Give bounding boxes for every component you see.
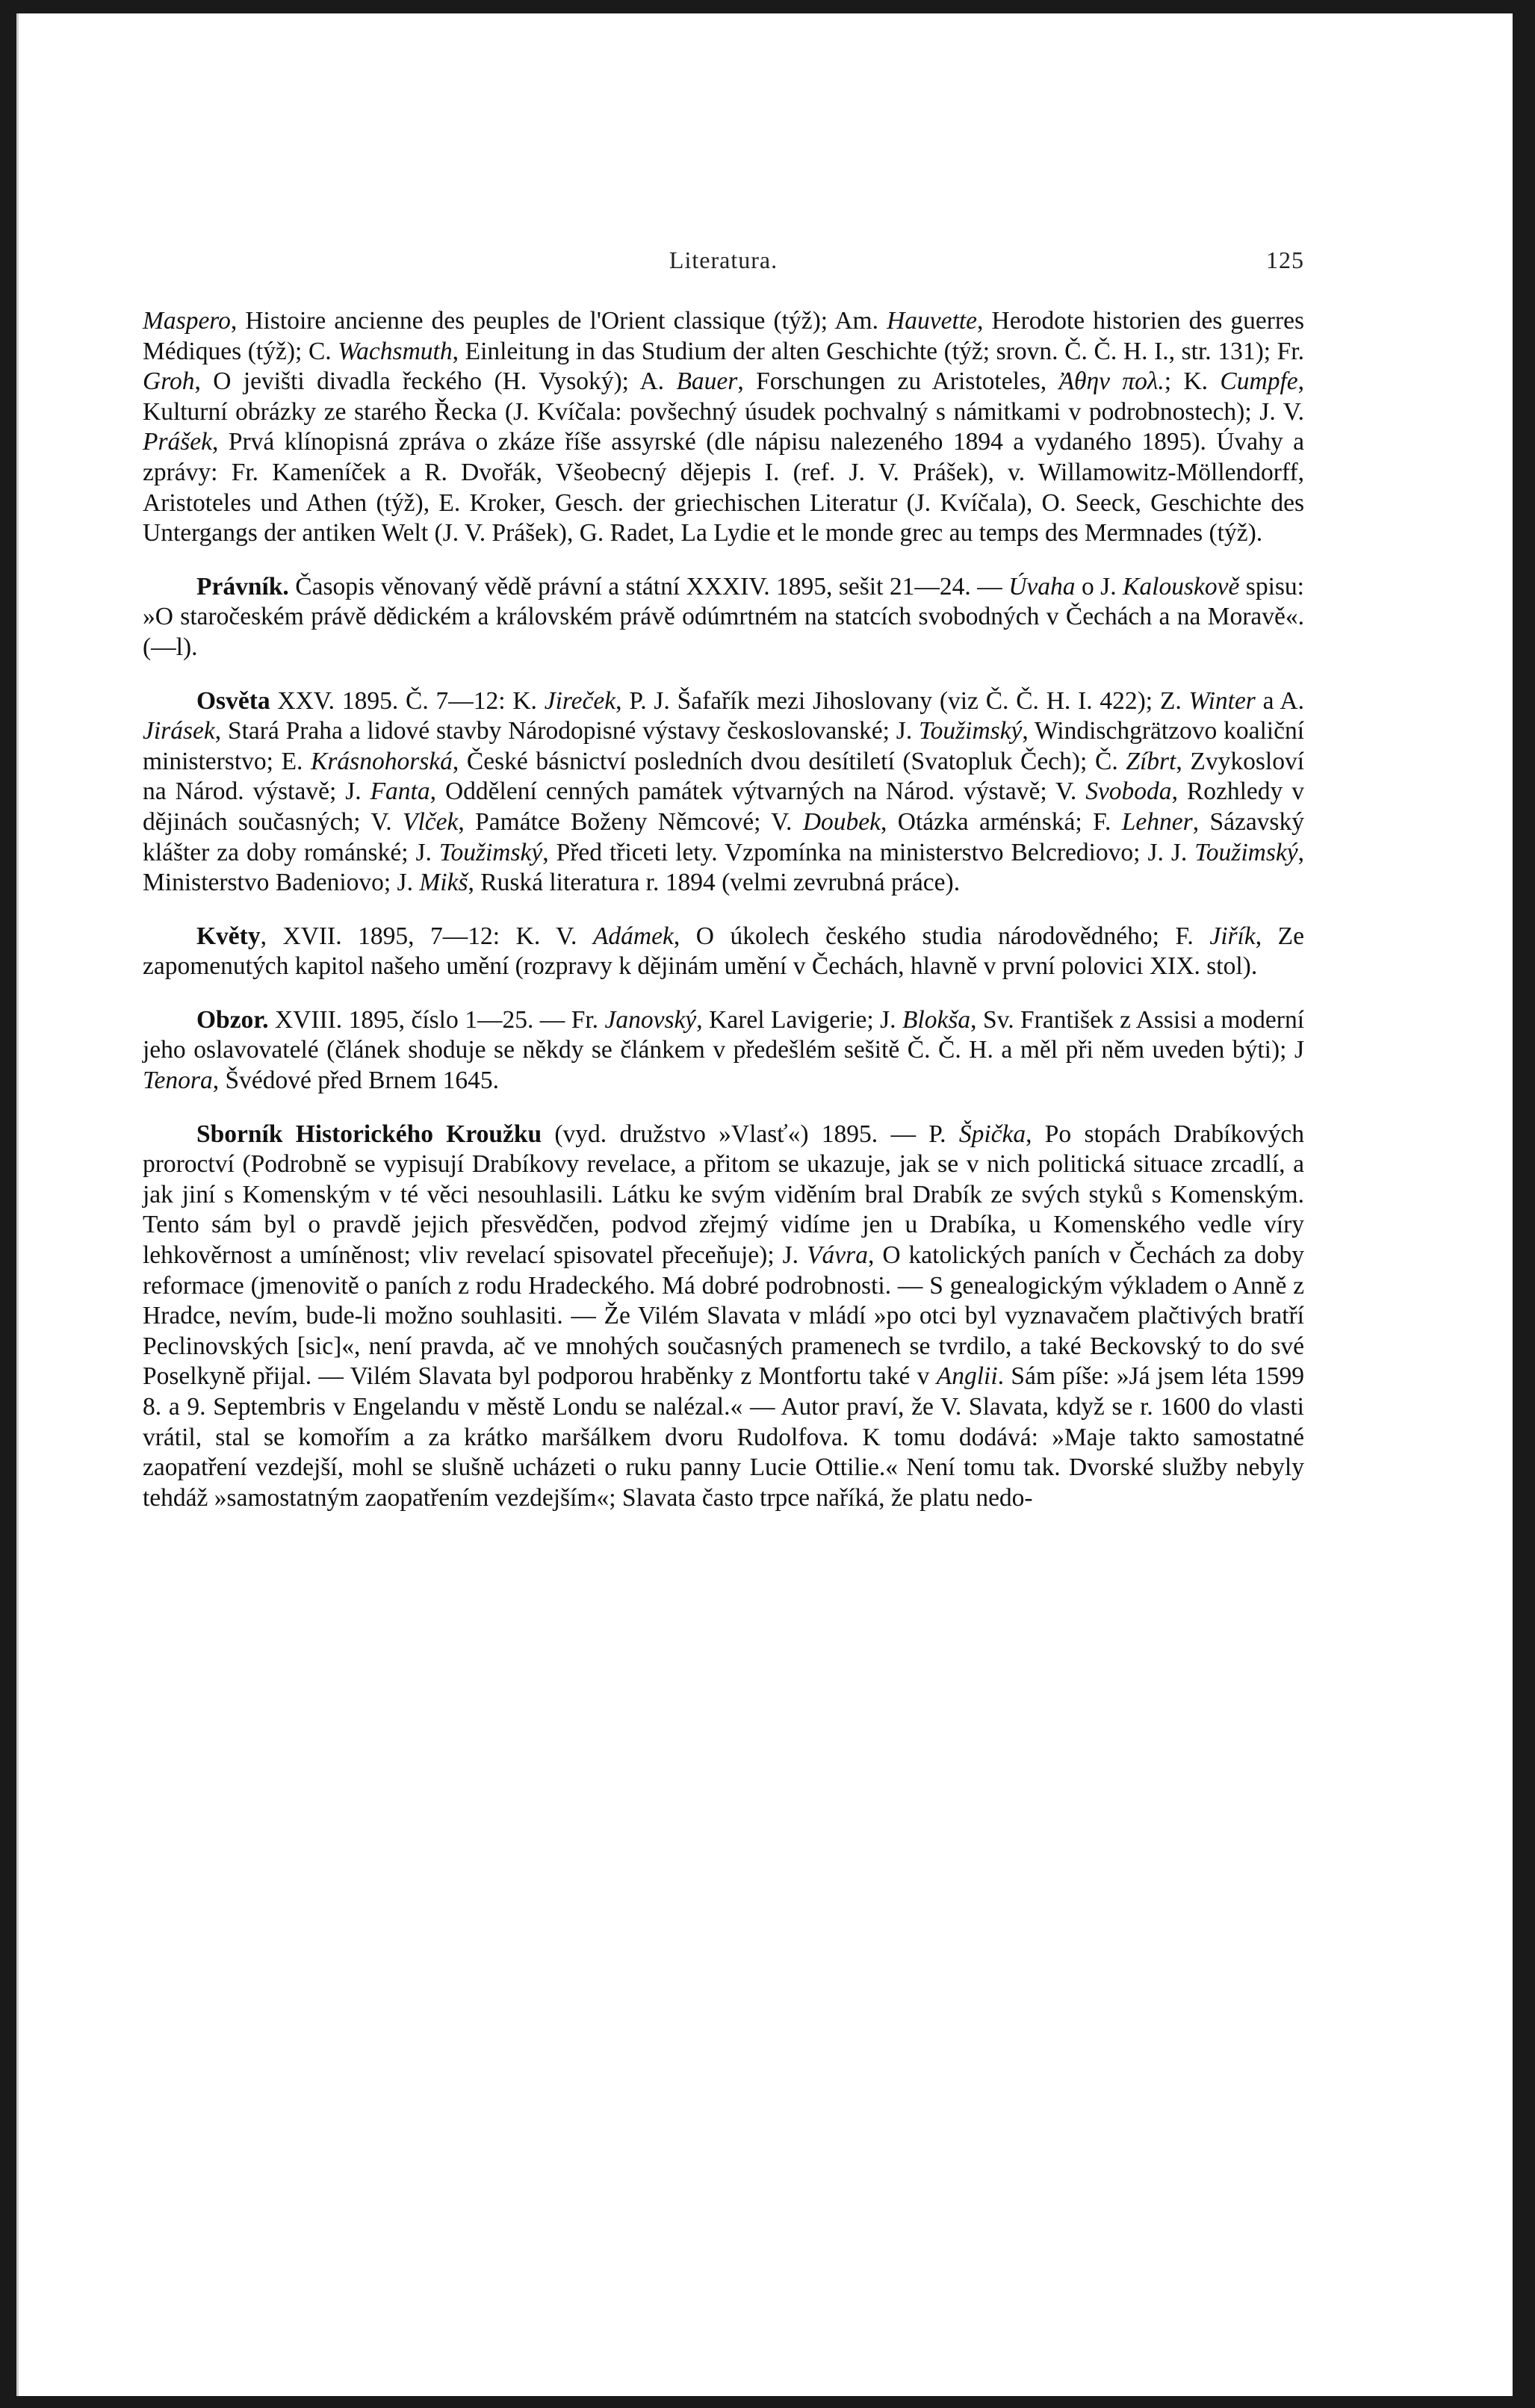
text-run: , Windischgrätzovo koaliční ministerstvo; E. bbox=[143, 717, 1304, 775]
text-run: o J. bbox=[1075, 572, 1123, 601]
paragraph-osveta bbox=[143, 686, 1304, 899]
journal-title: Obzor. bbox=[196, 1005, 269, 1034]
italic-name: Lehner bbox=[1121, 807, 1193, 836]
text-run: (vyd. družstvo »Vlasť«) 1895. — P. bbox=[542, 1120, 959, 1148]
italic-name: Vlček bbox=[403, 807, 459, 836]
italic-name: Toužimský bbox=[438, 838, 543, 866]
italic-name: Doubek bbox=[802, 807, 881, 836]
text-run: , Památce Boženy Němcové; V. bbox=[458, 807, 803, 836]
text-run: , Rozhledy v dějinách současných; V. bbox=[143, 778, 1304, 836]
italic-name: Špička bbox=[958, 1120, 1026, 1148]
italic-name: Hauvette bbox=[887, 307, 978, 335]
text-run: , České básnictví posledních dvou desítiletí (Svatopluk Čech); Č. bbox=[452, 747, 1126, 775]
page bbox=[16, 13, 1513, 2396]
italic-name: Jiřík bbox=[1209, 922, 1256, 950]
text-run: Časopis věnovaný vědě právní a státní XXXIV. 1895, sešit 21—24. — bbox=[288, 572, 1009, 601]
text-run: , Einleitung in das Studium der alten Geschichte (týž; srovn. Č. Č. H. I., str. 131); Fr. bbox=[452, 337, 1304, 365]
paragraph-kvety bbox=[143, 922, 1304, 982]
text-run: , P. J. Šafařík mezi Jihoslovany (viz Č. Č. H. I. 422); Z. bbox=[615, 686, 1189, 715]
text-run: , Švédové před Brnem 1645. bbox=[212, 1067, 500, 1095]
text-block bbox=[143, 306, 1304, 1513]
italic-name: Krásnohorská bbox=[311, 747, 453, 775]
italic-name: Adámek bbox=[592, 922, 674, 950]
text-run: . Sám píše: »Já jsem léta 1599 8. a 9. Septembris v Engelandu v městě Londu se nalézal.« — Autor praví, že V. Slavata, když se r. 1600 do vlasti vrátil, stal se komořím a za krátko maršálkem dvoru Rudolfova. K tomu dodává: »Maje takto samostatné zaopatření vezdejší, mohl se slušně ucházeti o ruku panny Lucie Ottilie.« Není tomu tak. Dvorské služby nebyly tehdáž »samostatným zaopatřením vezdejším«; Slavata často trpce naříká, že platu nedo- bbox=[143, 1362, 1304, 1512]
text-run: , Před třiceti lety. Vzpomínka na ministerstvo Belcrediovo; J. J. bbox=[542, 838, 1195, 866]
italic-name: Tenora bbox=[143, 1067, 213, 1095]
text-run: , Prvá klínopisná zpráva o zkáze říše assyrské (dle nápisu nalezeného 1894 a vydaného 1895). Úvahy a zprávy: Fr. Kameníček a R. Dvořák, Všeobecný dějepis I. (ref. J. V. Prášek), v. Willamowitz-Möllendorff, Aristoteles und Athen (týž), E. Kroker, Gesch. der griechischen Literatur (J. Kvíčala), O. Seeck, Geschichte des Untergangs der antiken Welt (J. V. Prášek), G. Radet, La Lydie et le monde grec au temps des Mermnades (týž). bbox=[143, 428, 1304, 547]
italic-name: Ἀθην πολ. bbox=[1058, 367, 1165, 396]
text-run: , Stará Praha a lidové stavby Národopisné výstavy českoslovanské; J. bbox=[214, 717, 920, 745]
paragraph-obzor bbox=[143, 1005, 1304, 1096]
italic-name: Winter bbox=[1188, 686, 1256, 715]
italic-name: Zíbrt bbox=[1126, 747, 1176, 775]
italic-name: Prášek bbox=[143, 428, 213, 456]
italic-name: Jirásek bbox=[143, 717, 215, 745]
text-run: , Histoire ancienne des peuples de l'Orient classique (týž); Am. bbox=[230, 307, 887, 335]
text-run: , Ze zapomenutých kapitol našeho umění (rozpravy k dějinám umění v Čechách, hlavně v první polovici XIX. stol). bbox=[143, 922, 1304, 981]
text-run: ; K. bbox=[1164, 367, 1221, 396]
text-run: , O katolických paních v Čechách za doby reformace (jmenovitě o paních z rodu Hradeckého. Má dobré podrobnosti. — S genealogickým výkladem o Anně z Hradce, nevím, bude-li možno souhlasiti. — Že Vilém Slavata v mládí »po otci byl vyznavačem plačtivých bratří Peclinovských [sic]«, není pravda, ač ve mnohých současných pramenech se tvrdilo, a také Beckovský to do své Poselkyně přijal. — Vilém Slavata byl podporou hraběnky z Montfortu také v bbox=[143, 1241, 1304, 1391]
text-run: , Ministerstvo Badeniovo; J. bbox=[143, 838, 1304, 897]
italic-name: Úvaha bbox=[1008, 572, 1076, 601]
text-run: , O jevišti divadla řeckého (H. Vysoký); A. bbox=[194, 367, 677, 396]
journal-title: Květy bbox=[196, 922, 261, 950]
paragraph-historie bbox=[143, 306, 1304, 549]
journal-title: Osvěta bbox=[196, 686, 270, 715]
italic-name: Anglii bbox=[936, 1362, 998, 1391]
italic-name: Groh bbox=[143, 367, 195, 396]
text-run: , XVII. 1895, 7—12: K. V. bbox=[260, 922, 593, 950]
italic-name: Mikš bbox=[419, 869, 468, 897]
italic-name: Maspero bbox=[143, 307, 231, 335]
italic-name: Bauer bbox=[676, 367, 738, 396]
text-run: XVIII. 1895, číslo 1—25. — Fr. bbox=[268, 1005, 605, 1034]
italic-name: Kalouskově bbox=[1123, 572, 1240, 601]
journal-title: Sborník Historického Kroužku bbox=[196, 1120, 542, 1148]
italic-name: Vávra bbox=[807, 1241, 868, 1270]
text-run: , O úkolech českého studia národovědného; F. bbox=[673, 922, 1210, 950]
text-run: , Zvykosloví na Národ. výstavě; J. bbox=[143, 747, 1304, 806]
paragraph-sbornik bbox=[143, 1120, 1304, 1514]
italic-name: Blokša bbox=[902, 1005, 971, 1034]
running-head bbox=[143, 246, 1304, 284]
journal-title: Právník. bbox=[196, 572, 289, 601]
text-run: , Oddělení cenných památek výtvarných na Národ. výstavě; V. bbox=[430, 778, 1086, 806]
text-run: , Herodote historien des guerres Médiques (týž); C. bbox=[143, 307, 1305, 365]
italic-name: Toužimský bbox=[919, 717, 1023, 745]
italic-name: Janovský bbox=[604, 1005, 697, 1034]
italic-name: Svoboda bbox=[1085, 778, 1172, 806]
text-run: XXV. 1895. Č. 7—12: K. bbox=[270, 686, 545, 715]
italic-name: Cumpfe bbox=[1220, 367, 1298, 396]
italic-name: Fanta bbox=[370, 778, 430, 806]
text-run: a A. bbox=[1255, 686, 1305, 715]
running-title: Literatura. bbox=[669, 246, 778, 273]
text-run: , Ruská literatura r. 1894 (velmi zevrubná práce). bbox=[468, 869, 961, 897]
text-run: , Sázavský klášter za doby románské; J. bbox=[143, 807, 1304, 866]
text-run: , Karel Lavigerie; J. bbox=[696, 1005, 902, 1034]
paragraph-pravnik bbox=[143, 572, 1304, 663]
text-run: , Kulturní obrázky ze starého Řecka (J. Kvíčala: povšechný úsudek pochvalný s námitkami v podrobnostech); J. V. bbox=[143, 367, 1305, 426]
italic-name: Wachsmuth bbox=[338, 337, 453, 365]
text-run: spisu: »O staročeském právě dědickém a královském právě odúmrtném na statcích svobodných v Čechách a na Moravě«. (—l). bbox=[143, 572, 1304, 661]
text-run: , Forschungen zu Aristoteles, bbox=[737, 367, 1059, 396]
text-run: , Sv. František z Assisi a moderní jeho oslavovatelé (článek shoduje se někdy se článkem v předešlém sešitě Č. Č. H. a měl při něm uveden býti); J bbox=[143, 1005, 1304, 1064]
italic-name: Jireček bbox=[544, 686, 616, 715]
text-run: , Po stopách Drabíkových proroctví (Podrobně se vypisují Drabíkovy revelace, a přitom se ukazuje, jak se v nich politická situace zrcadlí, a jak jiní s Komenským v té věci nesouhlasili. Látku ke svým viděním bral Drabík ze svých styků s Komenským. Tento sám byl o pravdě jejich přesvědčen, podvod zřejmý vidíme jen u Drabíka, u Komenského vedle víry lehkověrnost a umíněnost; vliv revelací spisovatel přeceňuje); J. bbox=[143, 1120, 1304, 1270]
italic-name: Toužimský bbox=[1194, 838, 1298, 866]
page-number: 125 bbox=[1266, 246, 1304, 273]
text-run: , Otázka arménská; F. bbox=[881, 807, 1122, 836]
